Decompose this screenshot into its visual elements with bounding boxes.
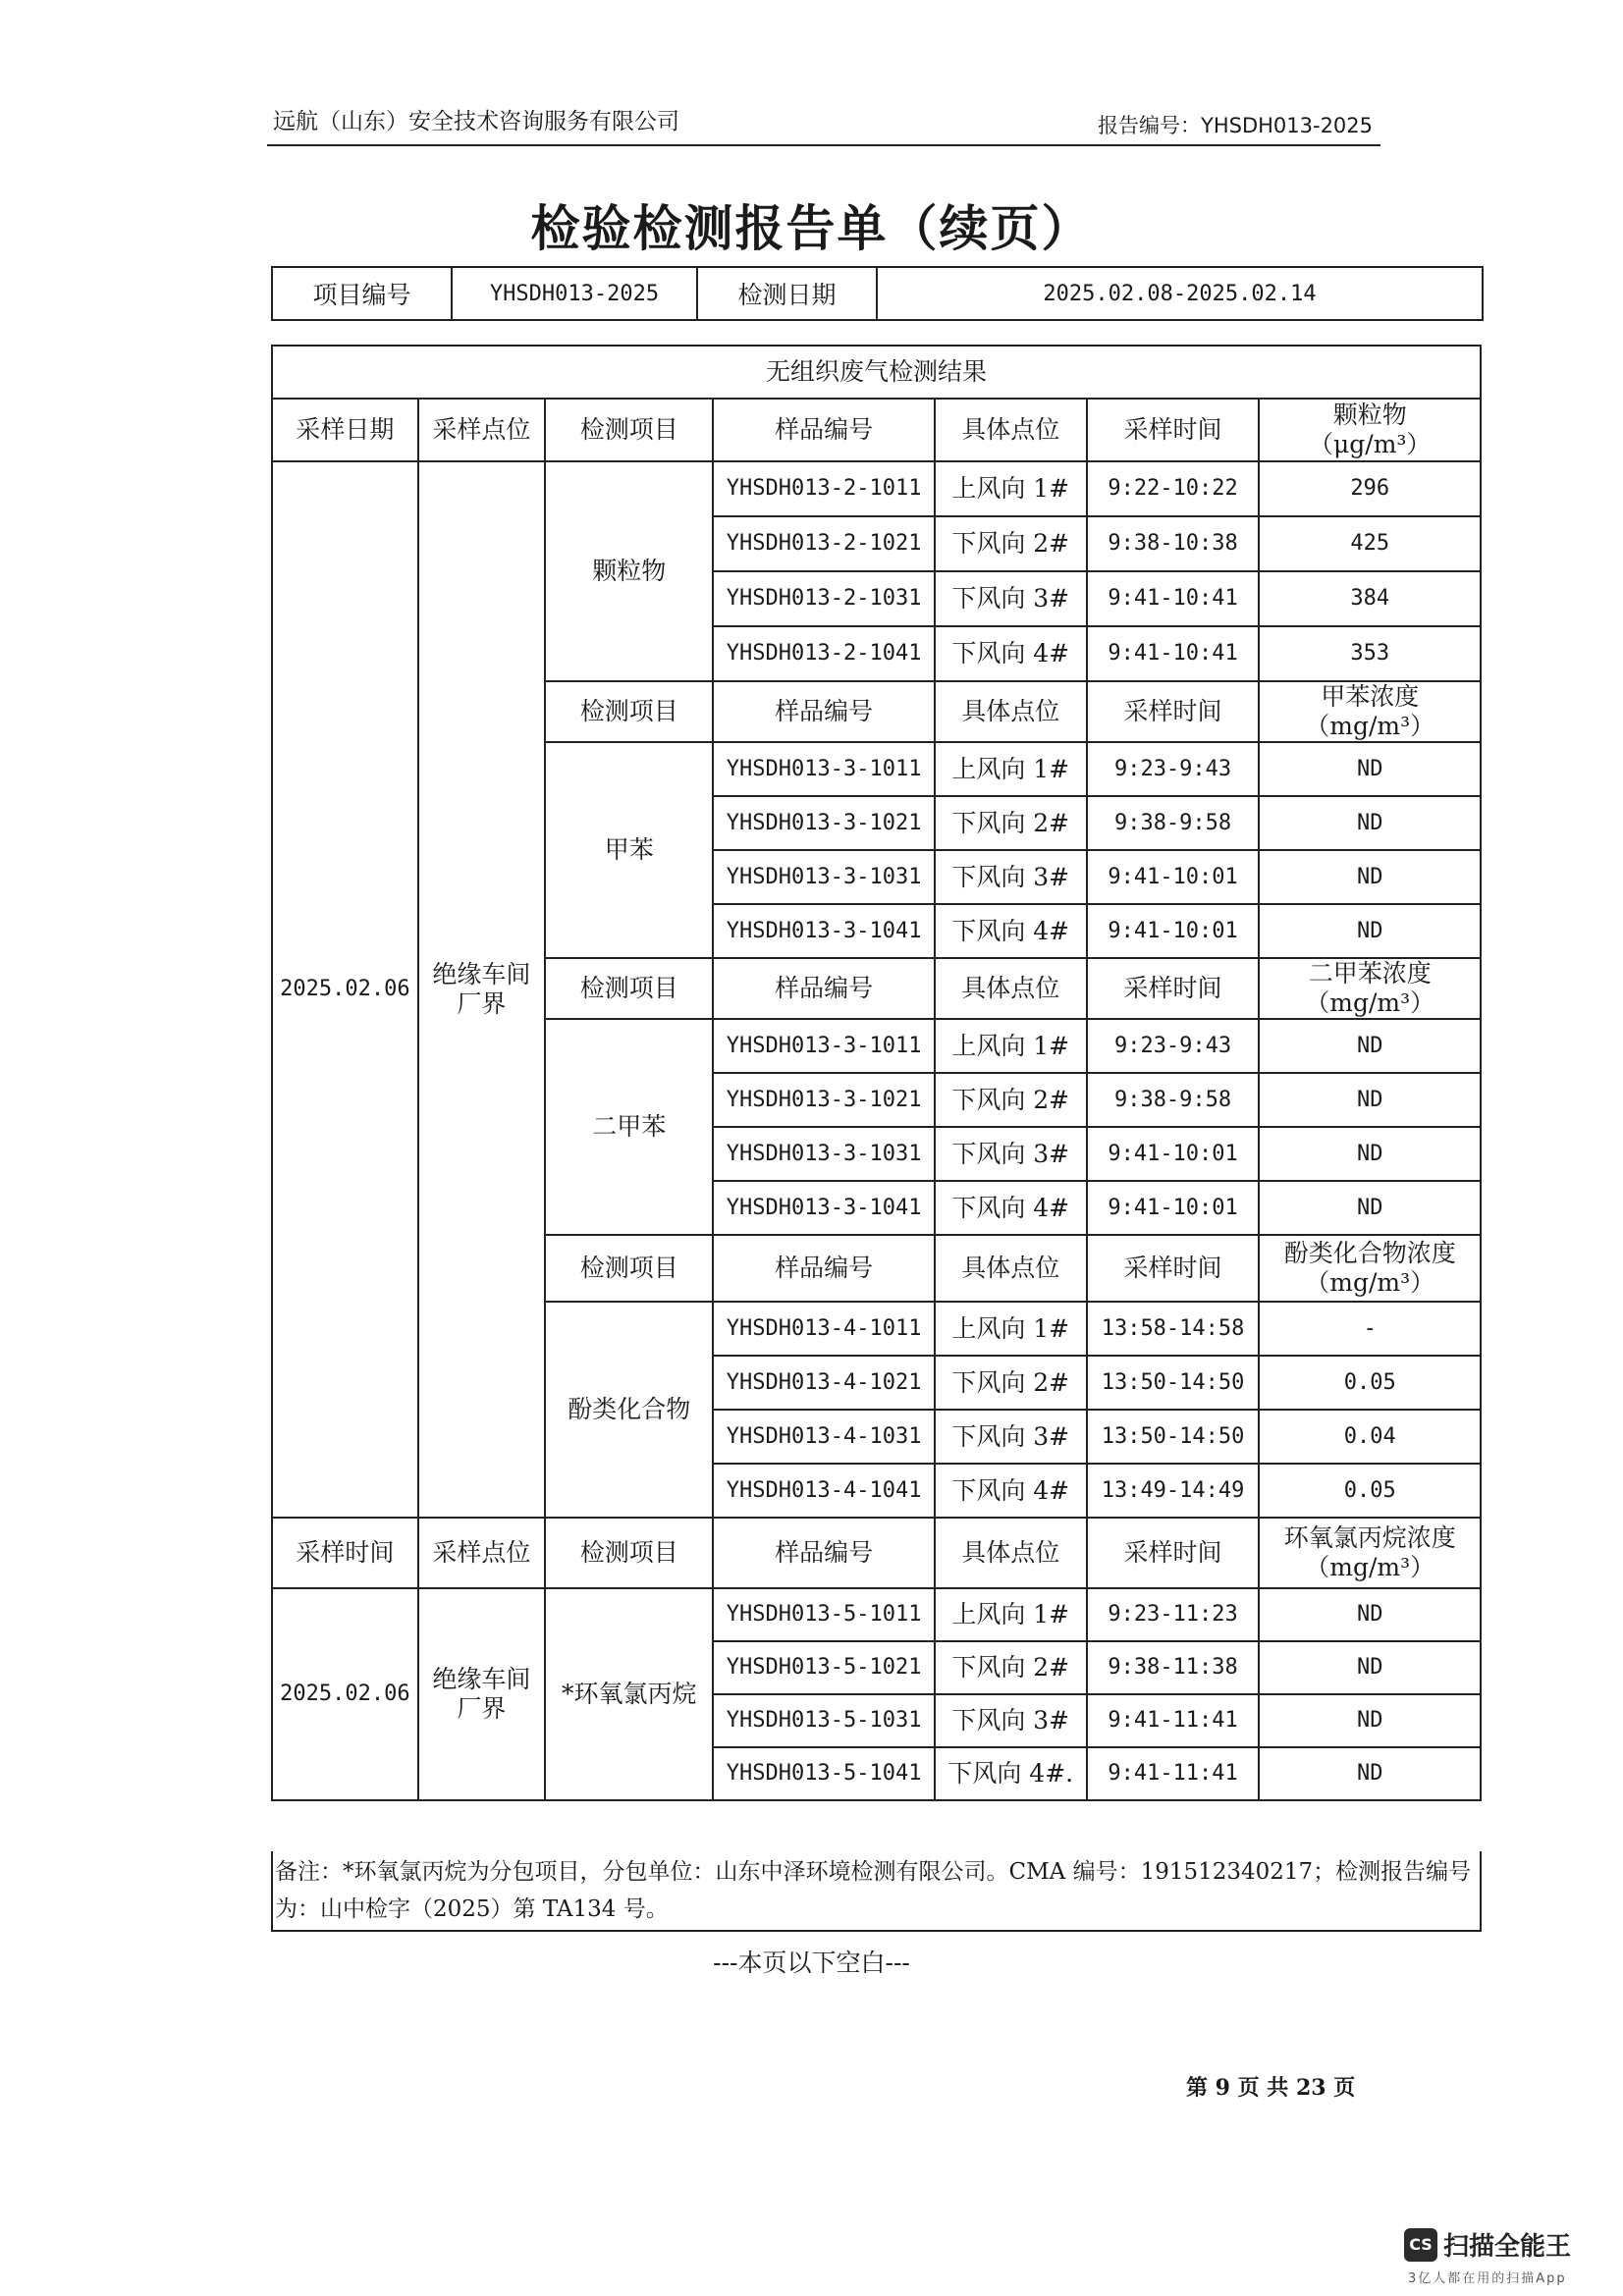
value-unit-text: （mg/m³） <box>1305 712 1435 740</box>
time-cell: 9:23-11:23 <box>1087 1588 1260 1641</box>
sample-no-cell: YHSDH013-5-1041 <box>713 1747 934 1800</box>
sample-no-cell: YHSDH013-4-1021 <box>713 1356 934 1410</box>
location-cell: 下风向 3# <box>935 1694 1087 1747</box>
time-cell: 9:22-10:22 <box>1087 461 1260 516</box>
value-cell: ND <box>1259 1127 1481 1181</box>
time-cell: 13:49-14:49 <box>1087 1464 1260 1518</box>
location-cell: 上风向 1# <box>935 1302 1087 1356</box>
sample-no-cell: YHSDH013-3-1011 <box>713 1019 934 1073</box>
sub-header-sample-no: 样品编号 <box>713 1235 934 1302</box>
sample-no-cell: YHSDH013-3-1031 <box>713 1127 934 1181</box>
second-col-location: 具体点位 <box>935 1518 1087 1588</box>
location-cell: 下风向 2# <box>935 1641 1087 1694</box>
location-cell: 下风向 4#. <box>935 1747 1087 1800</box>
sub-header-value <box>1259 681 1481 742</box>
test-date-value: 2025.02.08-2025.02.14 <box>877 267 1483 320</box>
value-header-text: 二甲苯浓度 <box>1308 959 1432 988</box>
value-cell: 425 <box>1259 516 1481 571</box>
sample-no-cell: YHSDH013-2-1031 <box>713 571 934 626</box>
info-table <box>271 266 1484 321</box>
watermark-name: 扫描全能王 <box>1443 2232 1572 2262</box>
test-item-name: 二甲苯 <box>545 1019 713 1235</box>
scanner-watermark <box>1404 2226 1571 2263</box>
value-cell: ND <box>1259 742 1481 796</box>
blank-below-note: ---本页以下空白--- <box>713 1949 910 1977</box>
time-cell: 13:50-14:50 <box>1087 1356 1260 1410</box>
value-header-text: 环氧氯丙烷浓度 <box>1283 1523 1456 1552</box>
sub-header-location: 具体点位 <box>935 958 1087 1019</box>
test-item-name: 甲苯 <box>545 742 713 958</box>
value-unit-text: （mg/m³） <box>1305 1268 1435 1297</box>
company-name: 远航（山东）安全技术咨询服务有限公司 <box>273 109 679 134</box>
location-cell: 上风向 1# <box>935 742 1087 796</box>
value-cell: - <box>1259 1302 1481 1356</box>
second-sampling-date: 2025.02.06 <box>272 1588 418 1800</box>
value-header-text: 颗粒物 <box>1332 400 1407 429</box>
value-header-text: 酚类化合物浓度 <box>1283 1239 1456 1267</box>
col-sampling-site: 采样点位 <box>418 399 545 461</box>
location-cell: 上风向 1# <box>935 461 1087 516</box>
second-col-test-item: 检测项目 <box>545 1518 713 1588</box>
value-unit-text: （mg/m³） <box>1305 1553 1435 1581</box>
col-sample-no: 样品编号 <box>713 399 934 461</box>
test-item-name: 颗粒物 <box>545 461 713 681</box>
sub-header-value <box>1259 1235 1481 1302</box>
value-cell: 0.04 <box>1259 1410 1481 1464</box>
col-sampling-date: 采样日期 <box>272 399 418 461</box>
sample-no-cell: YHSDH013-3-1011 <box>713 742 934 796</box>
time-cell: 9:38-9:58 <box>1087 796 1260 850</box>
camscanner-icon: CS <box>1404 2228 1437 2262</box>
sample-no-cell: YHSDH013-3-1021 <box>713 1073 934 1127</box>
second-test-item: *环氧氯丙烷 <box>545 1588 713 1800</box>
location-cell: 上风向 1# <box>935 1588 1087 1641</box>
second-col-sampling-time: 采样时间 <box>272 1518 418 1588</box>
time-cell: 13:50-14:50 <box>1087 1410 1260 1464</box>
sample-no-cell: YHSDH013-3-1041 <box>713 904 934 958</box>
location-cell: 下风向 4# <box>935 904 1087 958</box>
value-cell: 296 <box>1259 461 1481 516</box>
value-header-text: 甲苯浓度 <box>1321 682 1420 711</box>
value-cell: ND <box>1259 1588 1481 1641</box>
value-cell: ND <box>1259 796 1481 850</box>
value-cell: 0.05 <box>1259 1464 1481 1518</box>
second-sampling-site: 绝缘车间厂界 <box>418 1588 545 1800</box>
time-cell: 9:38-11:38 <box>1087 1641 1260 1694</box>
time-cell: 9:41-11:41 <box>1087 1694 1260 1747</box>
sample-no-cell: YHSDH013-5-1031 <box>713 1694 934 1747</box>
sample-no-cell: YHSDH013-2-1011 <box>713 461 934 516</box>
watermark-tagline: 3亿人都在用的扫描App <box>1408 2271 1567 2286</box>
value-cell: 384 <box>1259 571 1481 626</box>
sample-no-cell: YHSDH013-4-1041 <box>713 1464 934 1518</box>
time-cell: 9:41-10:01 <box>1087 904 1260 958</box>
header-divider <box>267 144 1380 146</box>
location-cell: 下风向 2# <box>935 1073 1087 1127</box>
sample-no-cell: YHSDH013-3-1021 <box>713 796 934 850</box>
second-col-value <box>1259 1518 1481 1588</box>
page-title: 检验检测报告单（续页） <box>530 200 1093 257</box>
value-cell: ND <box>1259 850 1481 904</box>
location-cell: 下风向 2# <box>935 516 1087 571</box>
sample-no-cell: YHSDH013-3-1031 <box>713 850 934 904</box>
group-sampling-site: 绝缘车间厂界 <box>418 461 545 1518</box>
project-no-value: YHSDH013-2025 <box>452 267 697 320</box>
sub-header-location: 具体点位 <box>935 1235 1087 1302</box>
time-cell: 9:38-9:58 <box>1087 1073 1260 1127</box>
value-cell: ND <box>1259 904 1481 958</box>
sub-header-sample-no: 样品编号 <box>713 681 934 742</box>
location-cell: 下风向 2# <box>935 796 1087 850</box>
section-title: 无组织废气检测结果 <box>272 346 1481 399</box>
second-col-time: 采样时间 <box>1087 1518 1260 1588</box>
project-no-label: 项目编号 <box>272 267 452 320</box>
time-cell: 9:38-10:38 <box>1087 516 1260 571</box>
page-number: 第 9 页 共 23 页 <box>1186 2075 1356 2101</box>
time-cell: 9:41-10:41 <box>1087 626 1260 681</box>
sample-no-cell: YHSDH013-2-1021 <box>713 516 934 571</box>
location-cell: 下风向 3# <box>935 1410 1087 1464</box>
time-cell: 9:23-9:43 <box>1087 742 1260 796</box>
sample-no-cell: YHSDH013-4-1011 <box>713 1302 934 1356</box>
value-cell: 0.05 <box>1259 1356 1481 1410</box>
second-col-sample-no: 样品编号 <box>713 1518 934 1588</box>
sub-header-value <box>1259 958 1481 1019</box>
sample-no-cell: YHSDH013-2-1041 <box>713 626 934 681</box>
value-cell: ND <box>1259 1073 1481 1127</box>
value-cell: ND <box>1259 1019 1481 1073</box>
sub-header-time: 采样时间 <box>1087 1235 1260 1302</box>
value-cell: 353 <box>1259 626 1481 681</box>
time-cell: 9:41-10:01 <box>1087 850 1260 904</box>
location-cell: 下风向 2# <box>935 1356 1087 1410</box>
value-unit-text: （mg/m³） <box>1305 988 1435 1017</box>
results-table <box>271 345 1482 1801</box>
test-item-name: 酚类化合物 <box>545 1302 713 1518</box>
sub-header-test-item: 检测项目 <box>545 1235 713 1302</box>
sample-no-cell: YHSDH013-4-1031 <box>713 1410 934 1464</box>
time-cell: 13:58-14:58 <box>1087 1302 1260 1356</box>
location-cell: 下风向 3# <box>935 571 1087 626</box>
report-number: 报告编号：YHSDH013-2025 <box>1098 114 1374 137</box>
sample-no-cell: YHSDH013-5-1021 <box>713 1641 934 1694</box>
value-cell: ND <box>1259 1694 1481 1747</box>
col-value-header <box>1259 399 1481 461</box>
location-cell: 下风向 4# <box>935 1181 1087 1235</box>
sub-header-time: 采样时间 <box>1087 958 1260 1019</box>
remarks: 备注：*环氧氯丙烷为分包项目，分包单位：山东中泽环境检测有限公司。CMA 编号：191512340217；检测报告编号为：山中检字（2025）第 TA134 号。 <box>271 1851 1482 1932</box>
sub-header-location: 具体点位 <box>935 681 1087 742</box>
time-cell: 9:41-10:01 <box>1087 1127 1260 1181</box>
col-test-item: 检测项目 <box>545 399 713 461</box>
group-sampling-date: 2025.02.06 <box>272 461 418 1518</box>
time-cell: 9:41-11:41 <box>1087 1747 1260 1800</box>
second-col-sampling-site: 采样点位 <box>418 1518 545 1588</box>
time-cell: 9:41-10:01 <box>1087 1181 1260 1235</box>
location-cell: 下风向 4# <box>935 1464 1087 1518</box>
time-cell: 9:41-10:41 <box>1087 571 1260 626</box>
location-cell: 下风向 3# <box>935 850 1087 904</box>
value-unit-text: （μg/m³） <box>1309 430 1432 458</box>
sample-no-cell: YHSDH013-3-1041 <box>713 1181 934 1235</box>
value-cell: ND <box>1259 1181 1481 1235</box>
sub-header-sample-no: 样品编号 <box>713 958 934 1019</box>
test-date-label: 检测日期 <box>697 267 877 320</box>
sample-no-cell: YHSDH013-5-1011 <box>713 1588 934 1641</box>
sub-header-test-item: 检测项目 <box>545 958 713 1019</box>
value-cell: ND <box>1259 1747 1481 1800</box>
sub-header-time: 采样时间 <box>1087 681 1260 742</box>
time-cell: 9:23-9:43 <box>1087 1019 1260 1073</box>
col-location: 具体点位 <box>935 399 1087 461</box>
location-cell: 下风向 4# <box>935 626 1087 681</box>
col-sampling-time: 采样时间 <box>1087 399 1260 461</box>
value-cell: ND <box>1259 1641 1481 1694</box>
sub-header-test-item: 检测项目 <box>545 681 713 742</box>
location-cell: 上风向 1# <box>935 1019 1087 1073</box>
location-cell: 下风向 3# <box>935 1127 1087 1181</box>
